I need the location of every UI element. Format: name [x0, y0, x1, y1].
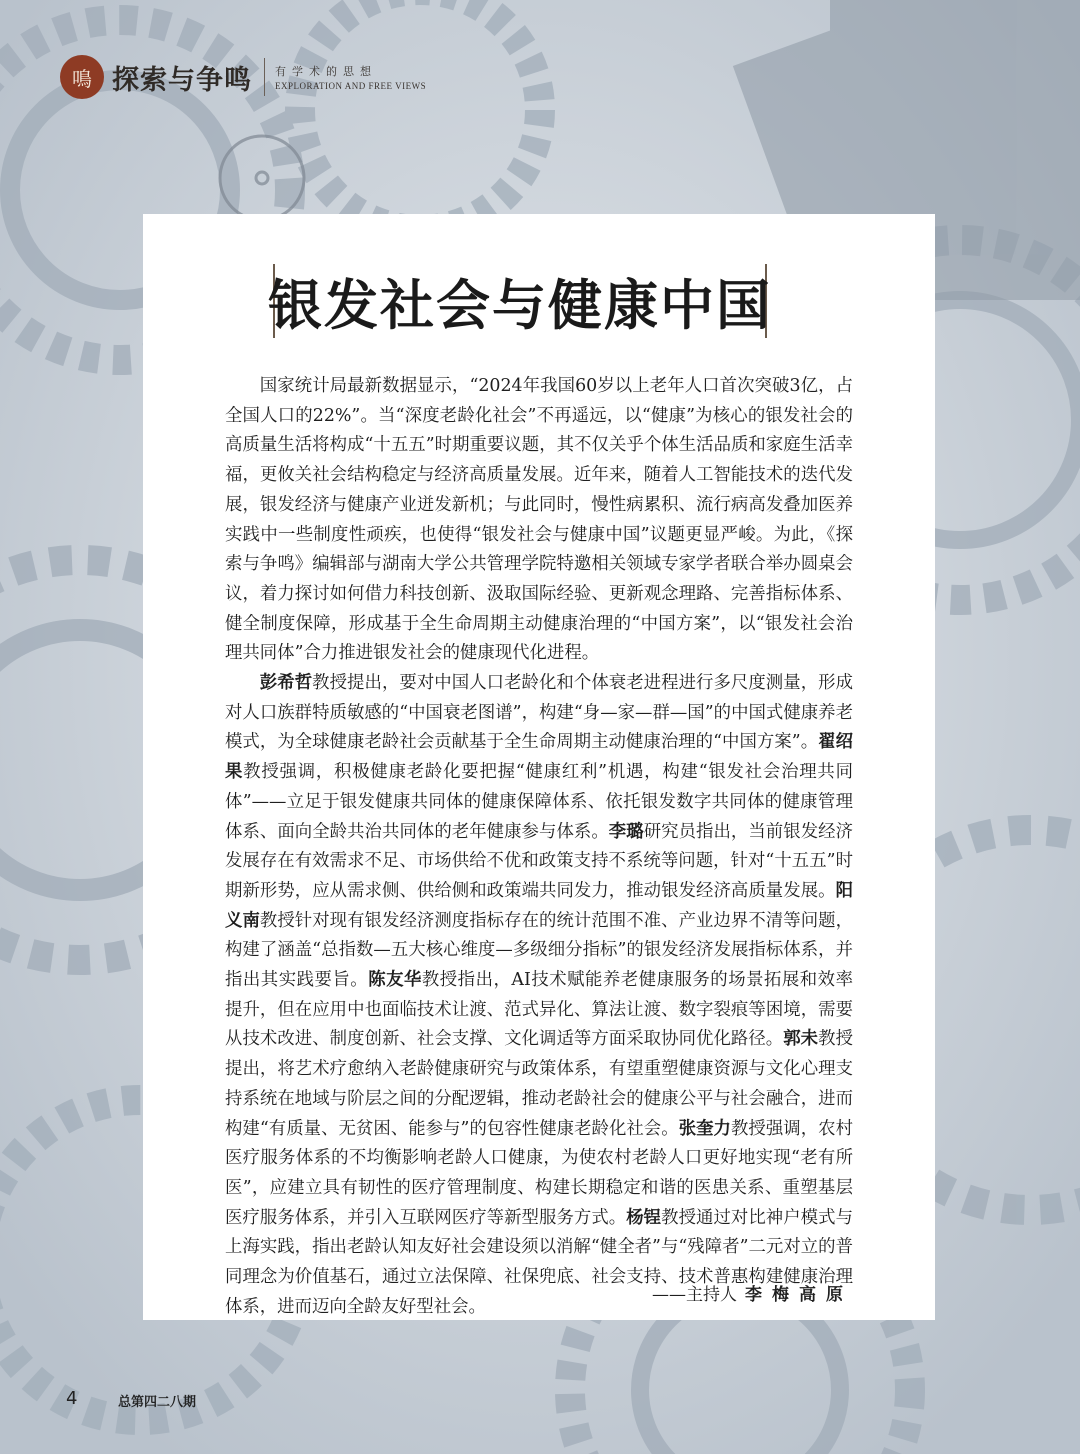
title-frame [268, 264, 772, 338]
page-number: 4 [66, 1388, 78, 1409]
summary-paragraph [225, 669, 853, 1322]
tagline-cn: 有学术的思想 [275, 65, 377, 78]
speaker-name: 张奎力 [678, 1118, 731, 1139]
speaker-summary: 教授指出，AI技术赋能养老健康服务的场景拓展和效率提升，但在应用中也面临技术让渡、范式异化、算法让渡、数字裂痕等困境，需要从技术改进、制度创新、社会支撑、文化调适等方面采取协同优化路径。 [225, 970, 853, 1050]
speaker-name: 杨锃 [626, 1207, 662, 1228]
signature-names: 李梅高原 [745, 1285, 853, 1305]
speaker-summary: 教授强调，积极健康老龄化要把握“健康红利”机遇，构建“银发社会治理共同体”——立足于银发健康共同体的健康保障体系、依托银发数字共同体的健康管理体系、面向全龄共治共同体的老年健康参与体系。 [225, 762, 853, 842]
speaker-name: 郭未 [783, 1029, 819, 1050]
brand-divider [264, 58, 265, 96]
tagline [275, 63, 426, 91]
masthead [60, 52, 426, 102]
signature-prefix: ——主持人 [652, 1285, 737, 1305]
article-body [225, 372, 853, 1323]
speaker-summary: 教授针对现有银发经济测度指标存在的统计范围不准、产业边界不清等问题，构建了涵盖“总指数—五大核心维度—多级细分指标”的银发经济发展指标体系，并指出其实践要旨。 [225, 910, 853, 991]
article-panel [143, 214, 935, 1320]
speaker-summary: 教授通过对比神户模式与上海实践，指出老龄认知友好社会建设须以消解“健全者”与“残障者”二元对立的普同理念为价值基石，通过立法保障、社保兜底、社会支持、技术普惠构建健康治理体系，进而迈向全龄友好型社会。 [225, 1207, 853, 1317]
host-signature [652, 1280, 853, 1305]
speaker-name: 阳义南 [225, 880, 853, 931]
issue-number: 总第四二八期 [118, 1395, 197, 1410]
brand-name: 探索与争鸣 [112, 64, 252, 96]
article-title: 银发社会与健康中国 [268, 272, 772, 337]
speaker-name: 李璐 [608, 821, 644, 842]
speaker-name: 陈友华 [368, 970, 422, 991]
speaker-summary: 研究员指出，当前银发经济发展存在有效需求不足、市场供给不优和政策支持不系统等问题，针对“十五五”时期新形势，应从需求侧、供给侧和政策端共同发力，推动银发经济高质量发展。 [225, 821, 853, 901]
speaker-name: 翟绍果 [225, 732, 853, 783]
logo-glyph: 鳴 [72, 66, 92, 91]
speaker-summary: 教授提出，将艺术疗愈纳入老龄健康研究与政策体系，有望重塑健康资源与文化心理支持系统在地域与阶层之间的分配逻辑，推动老龄社会的健康公平与社会融合，进而构建“有质量、无贫困、能参与”的包容性健康老龄化社会。 [225, 1029, 853, 1139]
speaker-summary: 教授提出，要对中国人口老龄化和个体衰老进程进行多尺度测量，形成对人口族群特质敏感的“中国衰老图谱”，构建“身—家—群—国”的中国式健康养老模式，为全球健康老龄社会贡献基于全生命周期主动健康治理的“中国方案”。 [225, 673, 853, 753]
intro-paragraph: 国家统计局最新数据显示，“2024年我国60岁以上老年人口首次突破3亿，占全国人口的22%”。当“深度老龄化社会”不再遥远，以“健康”为核心的银发社会的高质量生活将构成“十五五”时期重要议题，其不仅关乎个体生活品质和家庭生活幸福，更攸关社会结构稳定与经济高质量发展。近年来，随着人工智能技术的迭代发展，银发经济与健康产业迸发新机；与此同时，慢性病累积、流行病高发叠加医养实践中一些制度性顽疾，也使得“银发社会与健康中国”议题更显严峻。为此，《探索与争鸣》编辑部与湖南大学公共管理学院特邀相关领域专家学者联合举办圆桌会议，着力探讨如何借力科技创新、汲取国际经验、更新观念理路、完善指标体系、健全制度保障，形成基于全生命周期主动健康治理的“中国方案”，以“银发社会治理共同体”合力推进银发社会的健康现代化进程。 [225, 376, 853, 664]
tagline-en: EXPLORATION AND FREE VIEWS [275, 81, 427, 91]
speaker-name: 彭希哲 [259, 673, 313, 694]
logo-icon [60, 55, 104, 99]
speaker-summary: 教授强调，农村医疗服务体系的不均衡影响老龄人口健康，为使农村老龄人口更好地实现“老有所医”，应建立具有韧性的医疗管理制度、构建长期稳定和谐的医患关系、重塑基层医疗服务体系，并引入互联网医疗等新型服务方式。 [225, 1118, 853, 1228]
